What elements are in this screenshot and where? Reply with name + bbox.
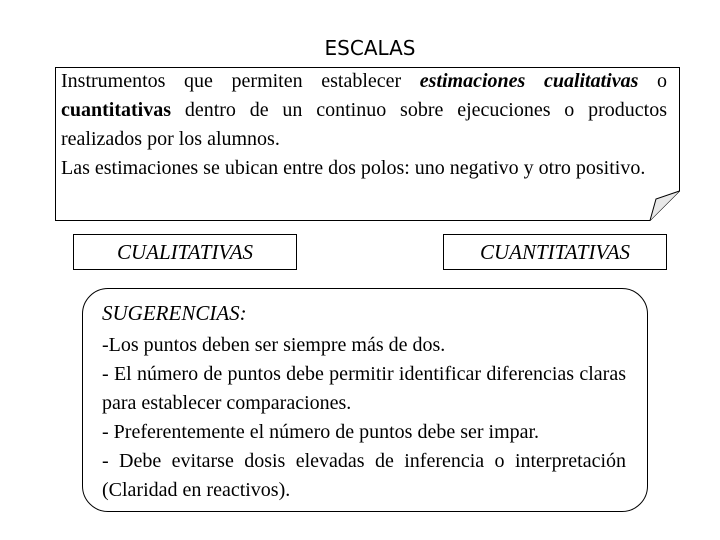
definition-paragraph-2: Las estimaciones se ubican entre dos polos: uno negativo y otro positivo. [61, 157, 646, 179]
definition-paragraph-1 [61, 67, 667, 154]
definition-part: Instrumentos que permiten establecer [61, 70, 420, 92]
suggestions-box [82, 288, 648, 512]
suggestion-item: - El número de puntos debe permitir identificar diferencias claras para establecer comparaciones. [102, 363, 626, 414]
definition-emphasis: cuantitativas [61, 99, 171, 121]
definition-note [55, 67, 680, 221]
definition-part: dentro de un continuo sobre ejecuciones o productos realizados por los alumnos. [61, 99, 667, 150]
page-title: ESCALAS [324, 36, 416, 60]
suggestions-text [102, 299, 626, 505]
qualitative-box: CUALITATIVAS [73, 234, 297, 270]
quantitative-box: CUANTITATIVAS [443, 234, 667, 270]
suggestion-item: -Los puntos deben ser siempre más de dos. [102, 334, 446, 356]
definition-emphasis: estimaciones cualitativas [419, 70, 639, 92]
suggestion-item: - Preferentemente el número de puntos debe ser impar. [102, 421, 540, 443]
definition-text [61, 67, 667, 183]
definition-part: o [638, 70, 667, 92]
suggestions-heading: SUGERENCIAS: [102, 301, 247, 325]
suggestion-item: - Debe evitarse dosis elevadas de inferencia o interpretación (Claridad en reactivos). [102, 450, 626, 501]
